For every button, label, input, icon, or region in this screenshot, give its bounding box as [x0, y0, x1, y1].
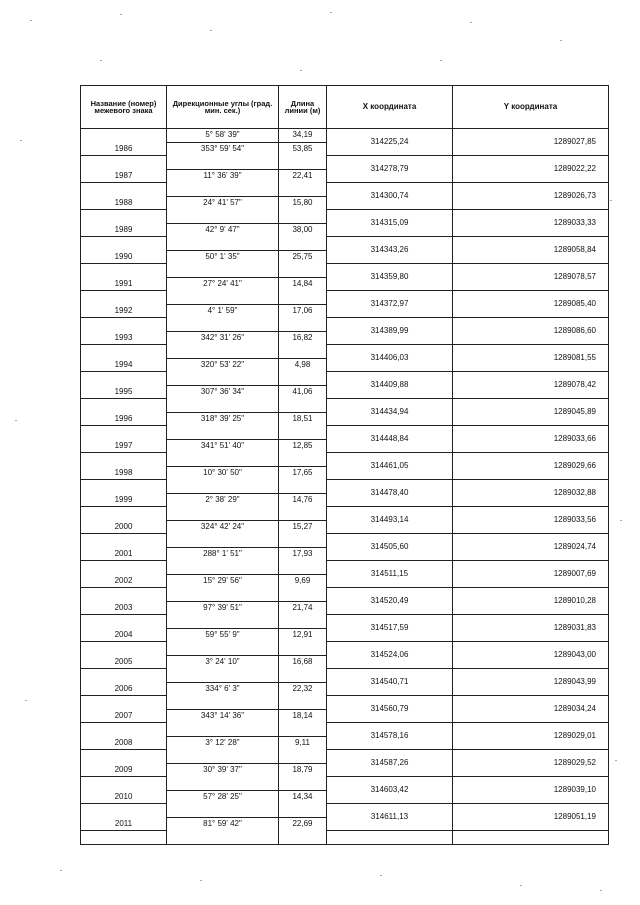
x-coordinate-cell: 314505,60	[327, 534, 453, 561]
table-row	[81, 318, 609, 332]
table-row	[81, 237, 609, 251]
angle-cell: 3° 24' 10"	[167, 655, 279, 682]
scan-noise	[100, 60, 102, 61]
boundary-marks-table	[80, 85, 609, 845]
y-coordinate-cell: 1289026,73	[453, 183, 609, 210]
mark-name-cell: 2001	[81, 534, 167, 561]
mark-name-cell: 1995	[81, 372, 167, 399]
table-row	[81, 210, 609, 224]
length-cell: 21,74	[279, 601, 327, 628]
empty-cell	[81, 831, 167, 845]
mark-name-cell: 2006	[81, 669, 167, 696]
table-row	[81, 588, 609, 602]
x-coordinate-cell: 314343,26	[327, 237, 453, 264]
scan-noise	[470, 22, 472, 23]
y-coordinate-cell: 1289024,74	[453, 534, 609, 561]
scan-noise	[15, 420, 17, 421]
y-coordinate-cell: 1289033,56	[453, 507, 609, 534]
length-cell: 14,84	[279, 277, 327, 304]
mark-name-cell: 2011	[81, 804, 167, 831]
length-cell: 22,69	[279, 817, 327, 845]
mark-name-cell: 2008	[81, 723, 167, 750]
length-cell: 14,76	[279, 493, 327, 520]
table-row	[81, 399, 609, 413]
y-coordinate-cell: 1289032,88	[453, 480, 609, 507]
length-cell: 18,79	[279, 763, 327, 790]
angle-cell: 42° 9' 47"	[167, 223, 279, 250]
scan-noise	[25, 700, 27, 701]
x-coordinate-cell: 314300,74	[327, 183, 453, 210]
length-cell: 15,80	[279, 196, 327, 223]
table-row	[81, 669, 609, 683]
length-cell: 22,32	[279, 682, 327, 709]
mark-name-cell: 1997	[81, 426, 167, 453]
y-coordinate-cell: 1289029,52	[453, 750, 609, 777]
header-y: Y координата	[453, 86, 609, 129]
table-row	[81, 750, 609, 764]
length-cell: 17,93	[279, 547, 327, 574]
x-coordinate-cell: 314372,97	[327, 291, 453, 318]
angle-cell: 24° 41' 57"	[167, 196, 279, 223]
table-header-row	[81, 86, 609, 129]
mark-name-cell: 2000	[81, 507, 167, 534]
angle-cell: 4° 1' 59"	[167, 304, 279, 331]
table-row	[81, 696, 609, 710]
scan-noise	[610, 200, 612, 201]
mark-name-cell: 2010	[81, 777, 167, 804]
length-cell: 18,14	[279, 709, 327, 736]
length-cell: 12,91	[279, 628, 327, 655]
y-coordinate-cell: 1289051,19	[453, 804, 609, 831]
y-coordinate-cell: 1289007,69	[453, 561, 609, 588]
scan-noise	[60, 870, 62, 871]
table-row	[81, 372, 609, 386]
scan-noise	[330, 12, 332, 13]
angle-cell: 5° 58' 39"	[167, 129, 279, 143]
mark-name-cell: 2009	[81, 750, 167, 777]
mark-name-cell: 1990	[81, 237, 167, 264]
angle-cell: 81° 59' 42"	[167, 817, 279, 845]
y-coordinate-cell: 1289010,28	[453, 588, 609, 615]
angle-cell: 50° 1' 35"	[167, 250, 279, 277]
table-row	[81, 183, 609, 197]
x-coordinate-cell: 314520,49	[327, 588, 453, 615]
header-mark-name: Название (номер) межевого знака	[81, 86, 167, 129]
header-length: Длина линии (м)	[279, 86, 327, 129]
empty-cell	[453, 831, 609, 845]
y-coordinate-cell: 1289081,55	[453, 345, 609, 372]
scan-noise	[200, 880, 202, 881]
y-coordinate-cell: 1289034,24	[453, 696, 609, 723]
length-cell: 25,75	[279, 250, 327, 277]
length-cell: 14,34	[279, 790, 327, 817]
angle-cell: 288° 1' 51"	[167, 547, 279, 574]
y-coordinate-cell: 1289045,89	[453, 399, 609, 426]
angle-cell: 59° 55' 9"	[167, 628, 279, 655]
mark-name-cell: 2004	[81, 615, 167, 642]
mark-name-cell: 1999	[81, 480, 167, 507]
y-coordinate-cell: 1289033,33	[453, 210, 609, 237]
y-coordinate-cell: 1289043,00	[453, 642, 609, 669]
angle-cell: 30° 39' 37"	[167, 763, 279, 790]
table-row	[81, 777, 609, 791]
length-cell: 53,85	[279, 142, 327, 169]
length-cell: 16,82	[279, 331, 327, 358]
x-coordinate-cell: 314434,94	[327, 399, 453, 426]
y-coordinate-cell: 1289031,83	[453, 615, 609, 642]
table-row	[81, 453, 609, 467]
scan-noise	[380, 875, 382, 876]
angle-cell: 324° 42' 24"	[167, 520, 279, 547]
x-coordinate-cell: 314524,06	[327, 642, 453, 669]
x-coordinate-cell: 314409,88	[327, 372, 453, 399]
x-coordinate-cell: 314389,99	[327, 318, 453, 345]
table-row	[81, 615, 609, 629]
table-row	[81, 804, 609, 818]
table-row	[81, 156, 609, 170]
angle-cell: 57° 28' 25"	[167, 790, 279, 817]
scan-noise	[615, 760, 617, 761]
length-cell: 22,41	[279, 169, 327, 196]
x-coordinate-cell: 314578,16	[327, 723, 453, 750]
table-row	[81, 723, 609, 737]
x-coordinate-cell: 314315,09	[327, 210, 453, 237]
angle-cell: 353° 59' 54"	[167, 142, 279, 169]
x-coordinate-cell: 314359,80	[327, 264, 453, 291]
length-cell: 4,98	[279, 358, 327, 385]
scan-noise	[600, 890, 602, 891]
table-row	[81, 291, 609, 305]
mark-name-cell: 1991	[81, 264, 167, 291]
length-cell: 9,11	[279, 736, 327, 763]
angle-cell: 334° 6' 3"	[167, 682, 279, 709]
length-cell: 15,27	[279, 520, 327, 547]
y-coordinate-cell: 1289039,10	[453, 777, 609, 804]
mark-name-cell: 1996	[81, 399, 167, 426]
length-cell: 38,00	[279, 223, 327, 250]
mark-name-cell: 2005	[81, 642, 167, 669]
angle-cell: 318° 39' 25"	[167, 412, 279, 439]
table-row	[81, 264, 609, 278]
scan-noise	[120, 14, 122, 15]
y-coordinate-cell: 1289058,84	[453, 237, 609, 264]
mark-name-cell: 1998	[81, 453, 167, 480]
scan-noise	[30, 20, 32, 21]
y-coordinate-cell: 1289043,99	[453, 669, 609, 696]
scan-noise	[440, 60, 442, 61]
table-row	[81, 642, 609, 656]
mark-name-cell: 1992	[81, 291, 167, 318]
mark-name-cell: 2003	[81, 588, 167, 615]
length-cell: 9,69	[279, 574, 327, 601]
mark-name-cell: 1986	[81, 129, 167, 156]
scan-noise	[210, 30, 212, 31]
scan-noise	[20, 140, 22, 141]
x-coordinate-cell: 314560,79	[327, 696, 453, 723]
table-row	[81, 534, 609, 548]
y-coordinate-cell: 1289029,01	[453, 723, 609, 750]
angle-cell: 15° 29' 56"	[167, 574, 279, 601]
y-coordinate-cell: 1289078,57	[453, 264, 609, 291]
mark-name-cell: 1988	[81, 183, 167, 210]
table-row	[81, 561, 609, 575]
empty-cell	[327, 831, 453, 845]
header-angles: Дирекционные углы (град. мин. сек.)	[167, 86, 279, 129]
x-coordinate-cell: 314493,14	[327, 507, 453, 534]
length-cell: 18,51	[279, 412, 327, 439]
angle-cell: 3° 12' 28"	[167, 736, 279, 763]
angle-cell: 343° 14' 36"	[167, 709, 279, 736]
mark-name-cell: 1993	[81, 318, 167, 345]
y-coordinate-cell: 1289022,22	[453, 156, 609, 183]
y-coordinate-cell: 1289078,42	[453, 372, 609, 399]
x-coordinate-cell: 314225,24	[327, 129, 453, 156]
mark-name-cell: 1994	[81, 345, 167, 372]
table-row	[81, 831, 609, 845]
mark-name-cell: 2007	[81, 696, 167, 723]
x-coordinate-cell: 314511,15	[327, 561, 453, 588]
header-x: X координата	[327, 86, 453, 129]
x-coordinate-cell: 314603,42	[327, 777, 453, 804]
angle-cell: 97° 39' 51"	[167, 601, 279, 628]
x-coordinate-cell: 314587,26	[327, 750, 453, 777]
length-cell: 17,65	[279, 466, 327, 493]
x-coordinate-cell: 314278,79	[327, 156, 453, 183]
x-coordinate-cell: 314517,59	[327, 615, 453, 642]
angle-cell: 342° 31' 26"	[167, 331, 279, 358]
angle-cell: 341° 51' 40"	[167, 439, 279, 466]
table-row	[81, 480, 609, 494]
length-cell: 41,06	[279, 385, 327, 412]
angle-cell: 320° 53' 22"	[167, 358, 279, 385]
x-coordinate-cell: 314478,40	[327, 480, 453, 507]
length-cell: 16,68	[279, 655, 327, 682]
y-coordinate-cell: 1289085,40	[453, 291, 609, 318]
angle-cell: 11° 36' 39"	[167, 169, 279, 196]
angle-cell: 2° 38' 29"	[167, 493, 279, 520]
table-row	[81, 129, 609, 143]
length-cell: 34,19	[279, 129, 327, 143]
y-coordinate-cell: 1289027,85	[453, 129, 609, 156]
x-coordinate-cell: 314540,71	[327, 669, 453, 696]
x-coordinate-cell: 314461,05	[327, 453, 453, 480]
coordinates-document	[80, 85, 608, 845]
scan-noise	[560, 40, 562, 41]
scan-noise	[300, 70, 302, 71]
scan-noise	[620, 520, 622, 521]
table-row	[81, 345, 609, 359]
length-cell: 17,06	[279, 304, 327, 331]
table-row	[81, 426, 609, 440]
x-coordinate-cell: 314448,84	[327, 426, 453, 453]
mark-name-cell: 1987	[81, 156, 167, 183]
angle-cell: 27° 24' 41"	[167, 277, 279, 304]
mark-name-cell: 2002	[81, 561, 167, 588]
y-coordinate-cell: 1289033,66	[453, 426, 609, 453]
length-cell: 12,85	[279, 439, 327, 466]
table-row	[81, 507, 609, 521]
y-coordinate-cell: 1289086,60	[453, 318, 609, 345]
y-coordinate-cell: 1289029,66	[453, 453, 609, 480]
x-coordinate-cell: 314611,13	[327, 804, 453, 831]
mark-name-cell: 1989	[81, 210, 167, 237]
scan-noise	[520, 885, 522, 886]
angle-cell: 307° 36' 34"	[167, 385, 279, 412]
x-coordinate-cell: 314406,03	[327, 345, 453, 372]
angle-cell: 10° 30' 50"	[167, 466, 279, 493]
